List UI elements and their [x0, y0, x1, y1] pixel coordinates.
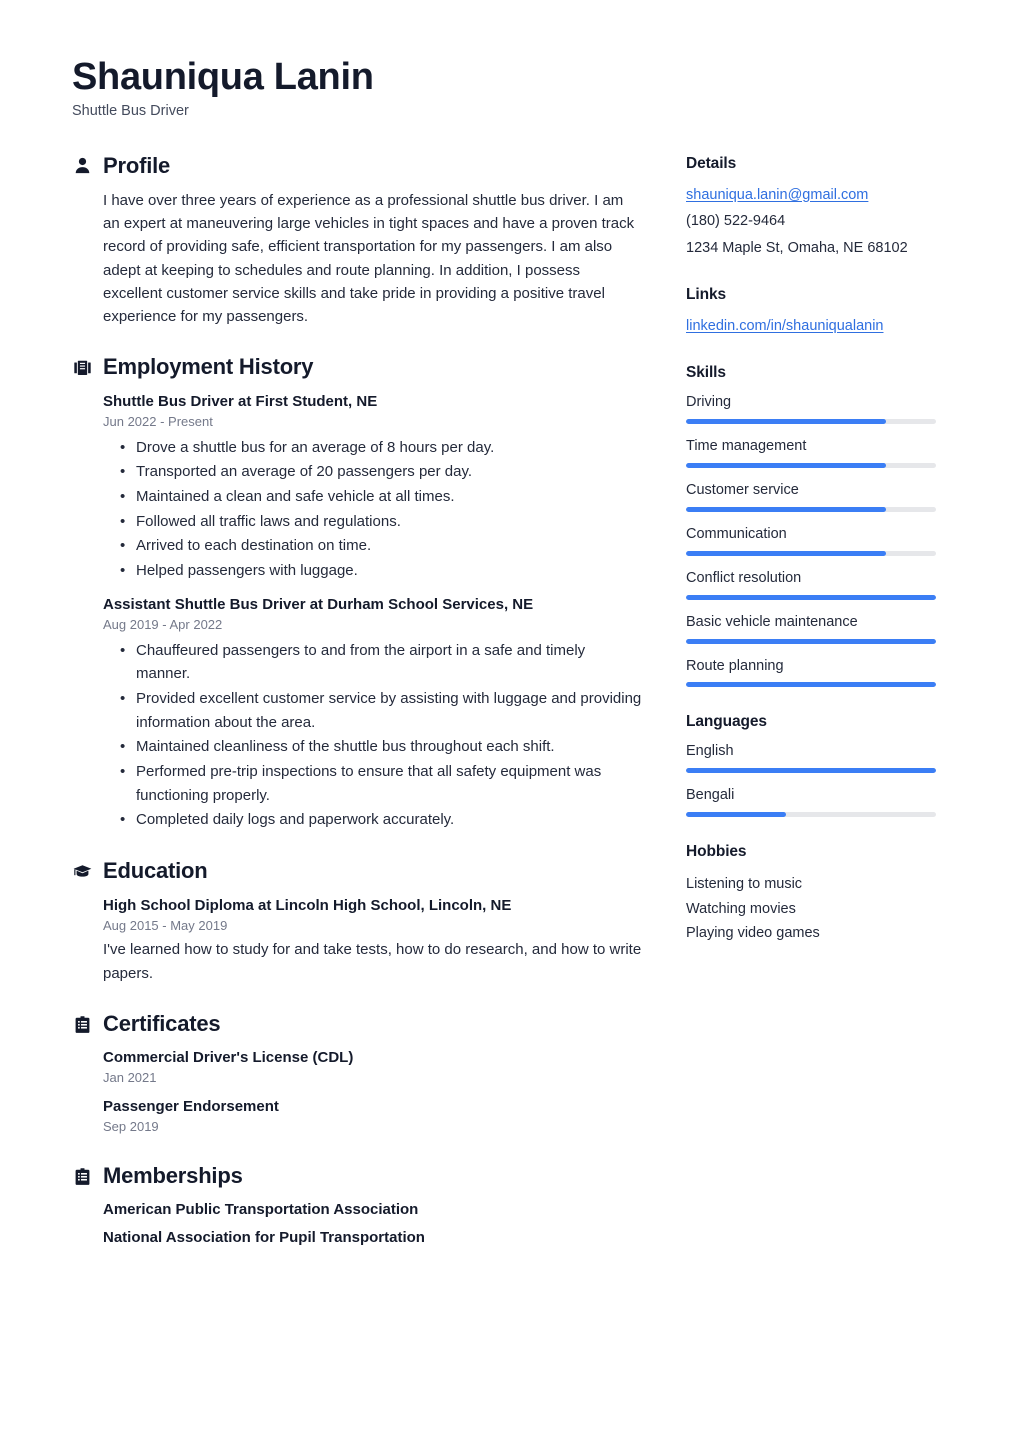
skill-label: Driving [686, 394, 732, 411]
language-label: English [686, 743, 734, 760]
section-employment-history [72, 354, 642, 832]
skill-label: Conflict resolution [686, 569, 802, 586]
section-title-education: Education [103, 858, 208, 884]
language-label: Bengali [686, 787, 735, 804]
clipboard-icon [72, 1165, 92, 1187]
sidebar-block-skills [686, 364, 936, 687]
employment-bullets [103, 639, 642, 833]
skill-label: Communication [686, 526, 787, 543]
section-body-certificates [72, 1047, 642, 1137]
sidebar-block-details [686, 155, 936, 260]
language-item [686, 786, 936, 817]
section-header-memberships [72, 1163, 642, 1189]
bullet-item: • Followed all traffic laws and regulations. [136, 510, 642, 534]
skill-bar-fill [686, 463, 886, 468]
skill-item [686, 437, 936, 468]
bullet-item: • Maintained a clean and safe vehicle at all times. [136, 485, 642, 509]
skill-bar-track [686, 595, 936, 600]
email-link[interactable]: shauniqua.lanin@gmail.com [686, 186, 869, 203]
certificate-date: Jan 2021 [103, 1070, 157, 1086]
hobby-item: Watching movies [686, 900, 796, 917]
certificate-title: Commercial Driver's License (CDL) [103, 1049, 354, 1067]
skill-item [686, 569, 936, 600]
bullet-item: • Performed pre-trip inspections to ensure that all safety equipment was functioning properly. [136, 760, 642, 807]
language-bar-track [686, 768, 936, 773]
bullet-item: • Transported an average of 20 passengers per day. [136, 460, 642, 484]
sidebar-block-hobbies [686, 843, 936, 946]
skill-bar-fill [686, 639, 936, 644]
resume-header [72, 56, 952, 119]
education-entry [103, 895, 642, 985]
employment-title: Shuttle Bus Driver at First Student, NE [103, 392, 378, 410]
education-title: High School Diploma at Lincoln High School, Lincoln, NE [103, 896, 512, 914]
resume-body [72, 153, 952, 1275]
sidebar-title-hobbies: Hobbies [686, 843, 747, 861]
education-description: I've learned how to study for and take tests, how to do research, and how to write papers. [103, 941, 642, 982]
detail-phone: (180) 522-9464 [686, 213, 786, 230]
candidate-job-title: Shuttle Bus Driver [72, 102, 189, 119]
employment-entry [103, 594, 642, 832]
bullet-item: • Chauffeured passengers to and from the airport in a safe and timely manner. [136, 639, 642, 686]
skill-bar-fill [686, 595, 936, 600]
skill-bar-fill [686, 419, 886, 424]
language-bar-fill [686, 768, 936, 773]
membership-entry: American Public Transportation Association [103, 1201, 419, 1219]
bullet-item: • Helped passengers with luggage. [136, 559, 642, 583]
certificate-entry [103, 1047, 642, 1088]
section-certificates [72, 1011, 642, 1137]
skill-bar-fill [686, 682, 936, 687]
skill-item [686, 657, 936, 688]
section-title-memberships: Memberships [103, 1162, 243, 1188]
skill-label: Route planning [686, 657, 784, 674]
sidebar-title-links: Links [686, 286, 726, 303]
profile-text: I have over three years of experience as a professional shuttle bus driver. I am an expert at maneuvering large vehicles in tight spaces and have a proven track record of providing safe, efficient transportation for my passengers. I am also adept at keeping to schedules and route planning. In addition, I possess excellent customer service skills and take pride in providing a positive travel experience for my passengers. [103, 191, 635, 326]
hobby-item: Listening to music [686, 876, 803, 893]
bullet-item: • Arrived to each destination on time. [136, 534, 642, 558]
main-column [72, 153, 642, 1275]
skill-item [686, 393, 936, 424]
section-header-education [72, 858, 642, 884]
sidebar-column [686, 153, 936, 972]
section-body-profile [72, 189, 642, 329]
section-memberships [72, 1163, 642, 1249]
hobby-item: Playing video games [686, 925, 820, 942]
section-profile [72, 153, 642, 329]
language-item [686, 742, 936, 773]
skill-bar-track [686, 507, 936, 512]
skill-bar-fill [686, 551, 886, 556]
skill-bar-track [686, 463, 936, 468]
sidebar-title-skills: Skills [686, 364, 726, 382]
section-title-certificates: Certificates [103, 1010, 221, 1036]
section-body-memberships [72, 1199, 642, 1249]
section-education [72, 858, 642, 985]
employment-date: Jun 2022 - Present [103, 413, 213, 429]
section-title-employment: Employment History [103, 354, 314, 380]
skill-label: Time management [686, 438, 807, 455]
certificate-date: Sep 2019 [103, 1119, 159, 1135]
skill-bar-track [686, 639, 936, 644]
link-row [686, 315, 936, 338]
section-header-certificates [72, 1011, 642, 1037]
bullet-item: • Maintained cleanliness of the shuttle bus throughout each shift. [136, 735, 642, 759]
language-bar-track [686, 812, 936, 817]
graduation-cap-icon [72, 860, 92, 882]
certificate-entry [103, 1096, 642, 1137]
section-body-education [72, 895, 642, 985]
employment-date: Aug 2019 - Apr 2022 [103, 616, 223, 632]
sidebar-block-languages [686, 713, 936, 817]
sidebar-block-links [686, 286, 936, 338]
language-bar-fill [686, 812, 786, 817]
skill-bar-track [686, 419, 936, 424]
skill-item [686, 525, 936, 556]
employment-entry [103, 391, 642, 583]
candidate-name: Shauniqua Lanin [72, 56, 374, 98]
linkedin-link[interactable]: linkedin.com/in/shauniqualanin [686, 318, 884, 334]
membership-entry: National Association for Pupil Transportation [103, 1229, 425, 1247]
detail-email-row [686, 184, 936, 207]
certificate-title: Passenger Endorsement [103, 1098, 279, 1116]
clipboard-icon [72, 1013, 92, 1035]
employment-bullets [103, 436, 642, 583]
bullet-item: • Completed daily logs and paperwork accurately. [136, 808, 642, 832]
detail-address: 1234 Maple St, Omaha, NE 68102 [686, 239, 908, 256]
skill-bar-track [686, 682, 936, 687]
section-header-employment [72, 354, 642, 380]
bullet-item: • Provided excellent customer service by assisting with luggage and providing information about the area. [136, 687, 642, 734]
skill-item [686, 613, 936, 644]
sidebar-title-languages: Languages [686, 713, 767, 731]
skill-item [686, 481, 936, 512]
sidebar-title-details: Details [686, 154, 737, 172]
briefcase-icon [72, 357, 92, 379]
skill-label: Basic vehicle maintenance [686, 613, 858, 630]
education-date: Aug 2015 - May 2019 [103, 917, 228, 933]
skill-bar-fill [686, 507, 886, 512]
person-icon [72, 155, 92, 177]
skill-label: Customer service [686, 482, 799, 499]
section-body-employment [72, 391, 642, 832]
section-title-profile: Profile [103, 152, 171, 178]
section-header-profile [72, 153, 642, 179]
employment-title: Assistant Shuttle Bus Driver at Durham School Services, NE [103, 595, 534, 613]
bullet-item: • Drove a shuttle bus for an average of 8 hours per day. [136, 436, 642, 460]
skill-bar-track [686, 551, 936, 556]
